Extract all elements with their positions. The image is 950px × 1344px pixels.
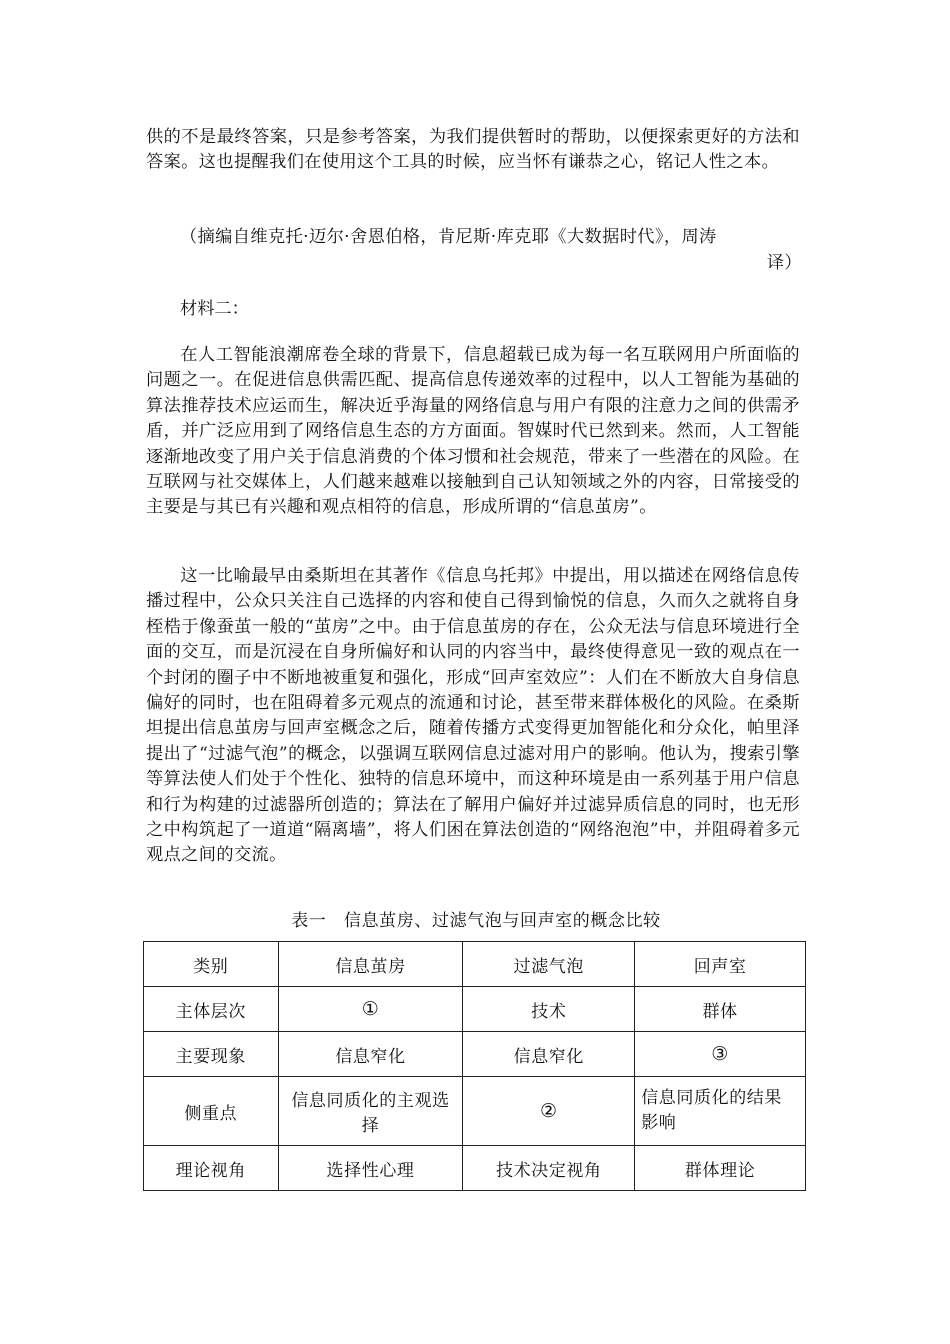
concept-comparison-table	[143, 941, 806, 1191]
table-header-cell: 回声室	[635, 942, 806, 987]
table-caption: 表一 信息茧房、过滤气泡与回声室的概念比较	[291, 911, 661, 931]
table-row	[144, 1032, 806, 1077]
material2-heading: 材料二：	[180, 299, 249, 319]
table-cell: 群体	[635, 987, 806, 1032]
table-header-cell: 信息茧房	[278, 942, 463, 987]
table-cell: 信息窄化	[278, 1032, 463, 1077]
table-cell: ③	[635, 1032, 806, 1077]
table-cell: 选择性心理	[278, 1146, 463, 1191]
table-cell: ①	[278, 987, 463, 1032]
table-row	[144, 1146, 806, 1191]
table-cell: 技术	[463, 987, 635, 1032]
table-cell: 信息同质化的主观选择	[278, 1077, 463, 1146]
table-header-cell: 过滤气泡	[463, 942, 635, 987]
table-header-row	[144, 942, 806, 987]
table-cell: 主体层次	[144, 987, 279, 1032]
table-cell: 理论视角	[144, 1146, 279, 1191]
table-cell: 侧重点	[144, 1077, 279, 1146]
table-cell: ②	[463, 1077, 635, 1146]
citation-line-2: 译）	[766, 253, 802, 273]
table-header-cell: 类别	[144, 942, 279, 987]
table-cell: 信息窄化	[463, 1032, 635, 1077]
material2-paragraph-1: 在人工智能浪潮席卷全球的背景下，信息超载已成为每一名互联网用户所面临的问题之一。在促进信息供需匹配、提高信息传递效率的过程中，以人工智能为基础的算法推荐技术应运而生，解决近乎海量的网络信息与用户有限的注意力之间的供需矛盾，并广泛应用到了网络信息生态的方方面面。智媒时代已然到来。然而，人工智能逐渐地改变了用户关于信息消费的个体习惯和社会规范，带来了一些潜在的风险。在互联网与社交媒体上，人们越来越难以接触到自己认知领域之外的内容，日常接受的主要是与其已有兴趣和观点相符的信息，形成所谓的“信息茧房”。	[146, 345, 800, 518]
table-cell: 主要现象	[144, 1032, 279, 1077]
table-row	[144, 987, 806, 1032]
table-cell: 技术决定视角	[463, 1146, 635, 1191]
citation-line-1: （摘编自维克托·迈尔·舍恩伯格，肯尼斯·库克耶《大数据时代》，周涛	[180, 227, 717, 247]
material1-citation	[180, 224, 802, 276]
material1-closing-paragraph: 供的不是最终答案，只是参考答案，为我们提供暂时的帮助，以便探索更好的方法和答案。这也提醒我们在使用这个工具的时候，应当怀有谦恭之心，铭记人性之本。	[146, 127, 800, 173]
material2-paragraph-2: 这一比喻最早由桑斯坦在其著作《信息乌托邦》中提出，用以描述在网络信息传播过程中，公众只关注自己选择的内容和使自己得到愉悦的信息，久而久之就将自身桎梏于像蚕茧一般的“茧房”之中。由于信息茧房的存在，公众无法与信息环境进行全面的交互，而是沉浸在自身所偏好和认同的内容当中，最终使得意见一致的观点在一个封闭的圈子中不断地被重复和强化，形成“回声室效应”：人们在不断放大自身信息偏好的同时，也在阻碍着多元观点的流通和讨论，甚至带来群体极化的风险。在桑斯坦提出信息茧房与回声室概念之后，随着传播方式变得更加智能化和分众化，帕里泽提出了“过滤气泡”的概念，以强调互联网信息过滤对用户的影响。他认为，搜索引擎等算法使人们处于个性化、独特的信息环境中，而这种环境是由一系列基于用户信息和行为构建的过滤器所创造的；算法在了解用户偏好并过滤异质信息的同时，也无形之中构筑起了一道道“隔离墙”，将人们困在算法创造的“网络泡泡”中，并阻碍着多元观点之间的交流。	[146, 566, 800, 866]
table-cell: 群体理论	[635, 1146, 806, 1191]
table-cell: 信息同质化的结果影响	[635, 1077, 806, 1146]
table-row	[144, 1077, 806, 1146]
